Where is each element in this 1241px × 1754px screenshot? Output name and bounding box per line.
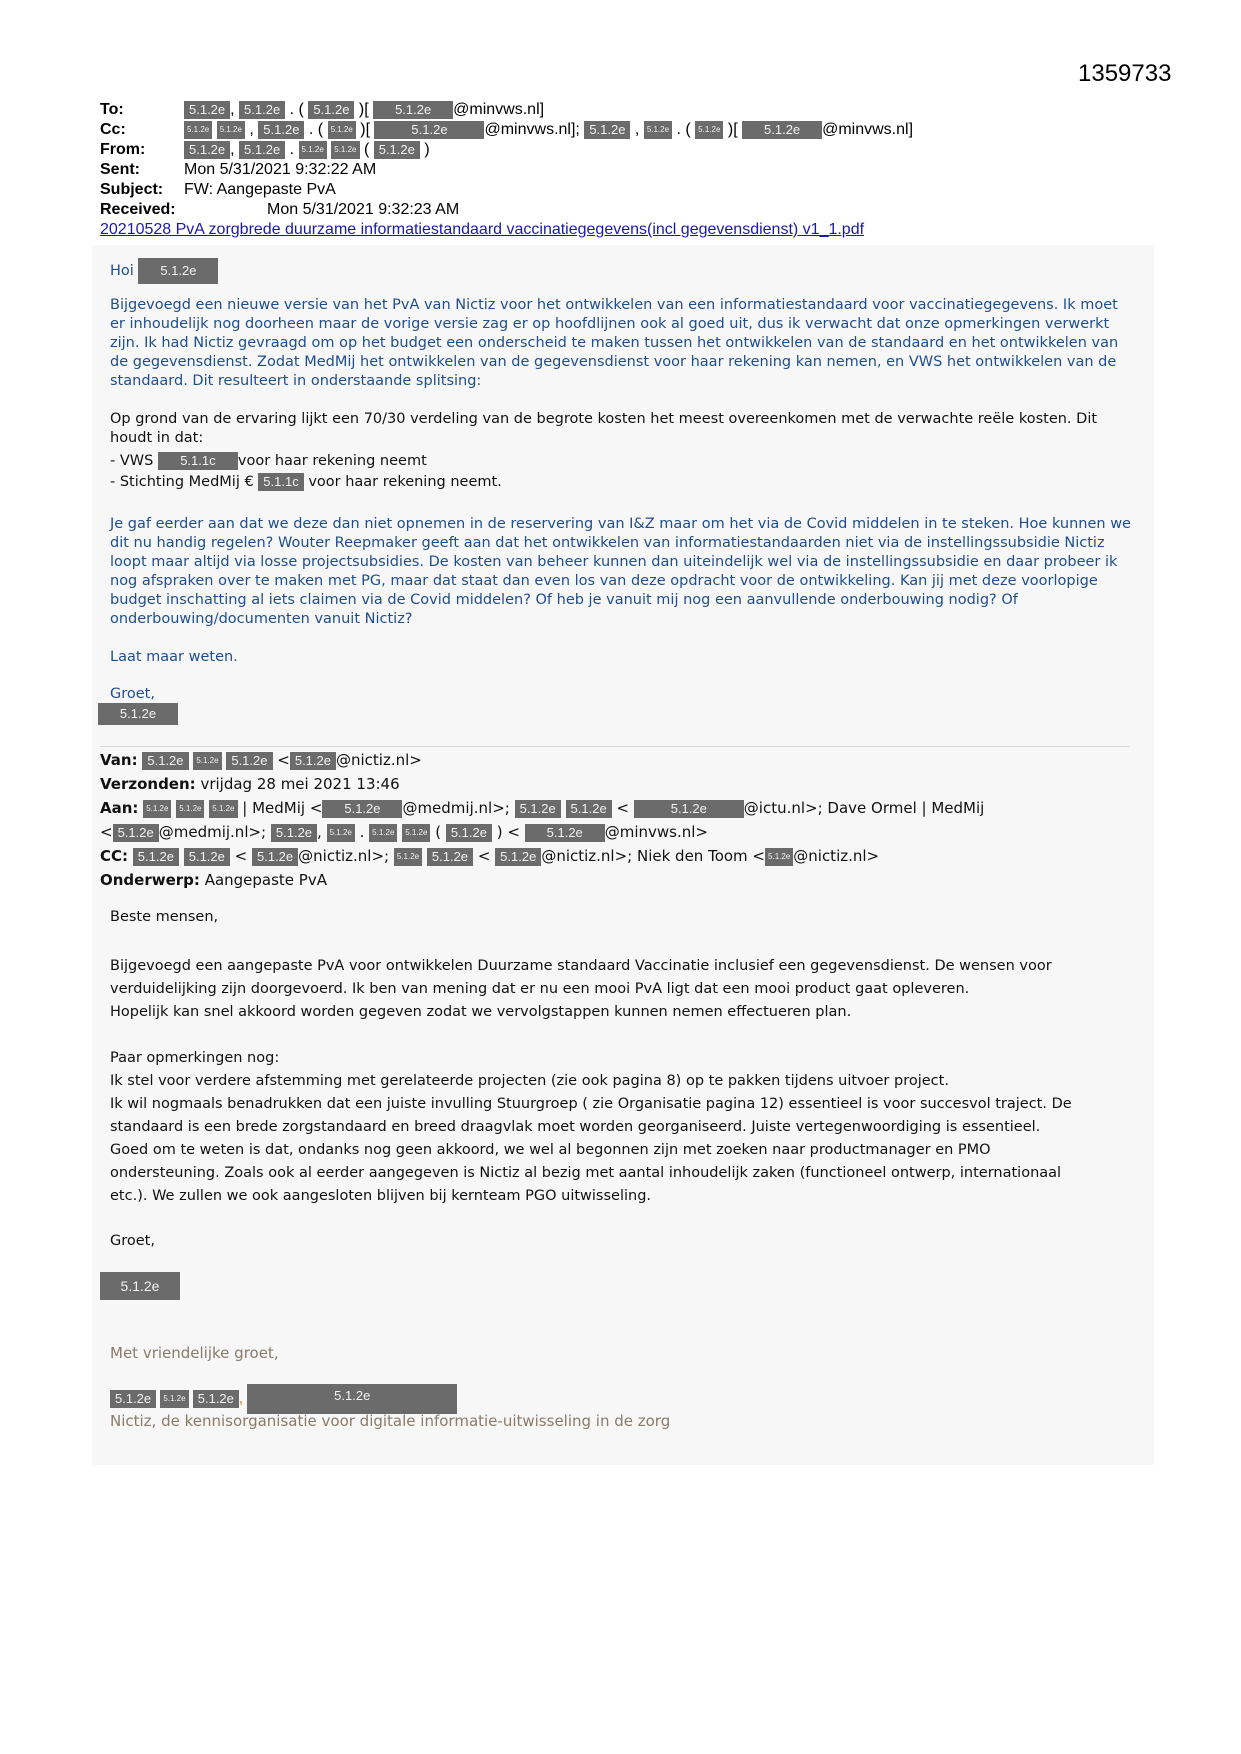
redaction: 5.1.2e	[176, 800, 204, 818]
aan-line2-open: <	[100, 823, 113, 841]
cc-label: Cc:	[100, 121, 126, 138]
line: standaard is een brede zorgstandaard en breed draagvlak moet worden georganiseerd. Juiste vertegenwoordiging is essentieel.	[110, 1119, 1041, 1135]
redaction: 5.1.2e	[634, 800, 744, 818]
organisation-line: Nictiz, de kennisorganisatie voor digitale informatie-uitwisseling in de zorg	[110, 1412, 671, 1430]
line: Bijgevoegd een aangepaste PvA voor ontwikkelen Duurzame standaard Vaccinatie inclusief een gegevensdienst. De wensen voor	[110, 958, 1052, 974]
aan-minvws: @minvws.nl>	[604, 823, 708, 841]
redaction: 5.1.2e	[695, 121, 723, 139]
second-mail-signature	[100, 1272, 1125, 1300]
to-domain: @minvws.nl]	[453, 101, 545, 118]
line: Goed om te weten is dat, ondanks nog geen akkoord, we wel al begonnen zijn met zoeken naar productmanager en PMO	[110, 1142, 991, 1158]
attachment-link[interactable]: 20210528 PvA zorgbrede duurzame informatiestandaard vaccinatiegegevens(incl gegevensdienst) v1_1.pdf	[100, 221, 865, 238]
verzonden-label: Verzonden:	[100, 775, 196, 793]
redaction: 5.1.2e	[327, 824, 355, 842]
cc-nictiz-3: @nictiz.nl>	[793, 847, 880, 865]
redaction: 5.1.2e	[113, 824, 159, 842]
redaction: 5.1.2e	[184, 101, 230, 119]
redaction: 5.1.2e	[495, 848, 541, 866]
redaction: 5.1.2e	[209, 800, 237, 818]
redaction: 5.1.2e	[110, 1390, 156, 1408]
first-mail-item-2	[110, 473, 1135, 492]
cc-row-forward: CC: 5.1.2e 5.1.2e < 5.1.2e @nictiz.nl>; 5.1.2e 5.1.2e < 5.1.2e @nictiz.nl>; Niek den Toom < 5.1.2e @nictiz.nl>	[100, 847, 880, 865]
redaction: 5.1.2e	[239, 101, 285, 119]
first-mail-para-3: Je gaf eerder aan dat we deze dan niet opnemen in de reservering van I&Z maar om het via de Covid middelen in te steken. Hoe kunnen we dit nu handig regelen? Wouter Reepmaker geeft aan dat het ontwikkelen van informatiestandaarden niet via de instellingssubsidie Nictiz loopt maar altijd via losse projectsubsidies. De kosten van beheer kunnen dan uiteindelijk wel via de instellingssubsidie en daar probeer ik nog afspraken over te maken met PG, maar dat staat dan even los van deze opdracht voor de ontwikkeling. Kan jij met deze voorlopige budget inschatting al iets claimen via de Covid middelen? Of heb je vanuit mij nog een aanvullende onderbouwing nodig? Of onderbouwing/documenten vanuit Nictiz?	[110, 516, 1131, 627]
redaction: 5.1.2e	[322, 800, 402, 818]
aan-medmij-domain: @medmij.nl>;	[402, 799, 510, 817]
first-mail-signature	[98, 703, 1123, 725]
redaction: 5.1.2e	[100, 1272, 180, 1300]
redaction: 5.1.2e	[193, 752, 221, 770]
item-1-suffix: voor haar rekening neemt	[237, 453, 427, 469]
aan-row: Aan: 5.1.2e 5.1.2e 5.1.2e | MedMij < 5.1.2e @medmij.nl>; 5.1.2e 5.1.2e < 5.1.2e @ictu.nl>; Dave Ormel | MedMij	[100, 799, 985, 817]
second-mail-para-1	[110, 955, 1135, 1024]
redaction: 5.1.2e	[226, 752, 272, 770]
redaction: 5.1.2e	[369, 824, 397, 842]
redaction: 5.1.2e	[446, 824, 492, 842]
redaction: 5.1.2e	[525, 824, 605, 842]
redaction: 5.1.2e	[515, 800, 561, 818]
redaction: 5.1.2e	[566, 800, 612, 818]
separator	[100, 746, 1130, 747]
forward-header	[100, 748, 1140, 892]
signoff: Met vriendelijke groet,	[110, 1344, 279, 1362]
van-row: Van: 5.1.2e 5.1.2e 5.1.2e < 5.1.2e @nictiz.nl>	[100, 751, 422, 769]
redaction: 5.1.2e	[328, 121, 356, 139]
redaction: 5.1.2e	[299, 141, 327, 159]
redaction: 5.1.2e	[193, 1390, 239, 1408]
aan-medmij: | MedMij <	[242, 799, 323, 817]
redaction: 5.1.2e	[160, 1390, 188, 1408]
subject-value: FW: Aangepaste PvA	[184, 181, 336, 198]
redaction: 5.1.2e	[331, 141, 359, 159]
first-mail-para-2: Op grond van de ervaring lijkt een 70/30 verdeling van de begrote kosten het meest overeenkomen met de verwachte reële kosten. Dit houdt in dat:	[110, 411, 1098, 446]
redaction: 5.1.1c	[258, 473, 303, 491]
redaction: 5.1.2e	[184, 848, 230, 866]
first-mail-para-1: Bijgevoegd een nieuwe versie van het PvA van Nictiz voor het ontwikkelen van een informatiestandaard voor vaccinatiegegevens. Ik moet er inhoudelijk nog doorheen maar de vorige versie zag er op hoofdlijnen ook al goed uit, dus ik verwacht dat onze opmerkingen verwerkt zijn. Ik had Nictiz gevraagd om op het budget een onderscheid te maken tussen het ontwikkelen van de standaard en het ontwikkelen van de gegevensdienst. Zodat MedMij het ontwikkelen van de gegevensdienst voor haar rekening kan nemen, en VWS het ontwikkelen van de standaard. Dit resulteert in onderstaande splitsing:	[110, 297, 1119, 389]
aan-label: Aan:	[100, 799, 139, 817]
redaction: 5.1.2e	[373, 101, 453, 119]
redaction: 5.1.2e	[644, 121, 672, 139]
line: ondersteuning. Zoals ook al eerder aangegeven is Nictiz al bezig met aantal inhoudelijk zaken (functioneel ontwerp, internationaal	[110, 1165, 1062, 1181]
redaction: 5.1.2e	[133, 848, 179, 866]
received-value: Mon 5/31/2021 9:32:23 AM	[267, 201, 460, 218]
to-label: To:	[100, 101, 124, 118]
verzonden-row	[100, 772, 1140, 796]
aan-medmij2: @medmij.nl>;	[158, 823, 267, 841]
aan-ictu-domain: @ictu.nl>; Dave Ormel | MedMij	[743, 799, 985, 817]
line: Hopelijk kan snel akkoord worden gegeven zodat we vervolgstappen kunnen nemen effectueren plan.	[110, 1004, 852, 1020]
aan-row-2: < 5.1.2e @medmij.nl>; 5.1.2e , 5.1.2e . 5.1.2e 5.1.2e ( 5.1.2e ) < 5.1.2e @minvws.nl>	[100, 823, 708, 841]
redaction: 5.1.2e	[427, 848, 473, 866]
line: verduidelijking zijn doorgevoerd. Ik ben van mening dat er nu een mooi PvA ligt dat een mooi product gaat opleveren.	[110, 981, 970, 997]
onderwerp-row	[100, 868, 1140, 892]
onderwerp-value: Aangepaste PvA	[204, 871, 327, 889]
redaction: 5.1.2e	[138, 258, 218, 284]
first-mail-closing: Groet,	[110, 686, 155, 702]
email-header	[100, 100, 1160, 240]
redaction: 5.1.2e	[98, 703, 178, 725]
second-mail-greeting: Beste mensen,	[110, 909, 219, 925]
redaction: 5.1.2e	[765, 848, 793, 866]
subject-row	[100, 180, 1160, 200]
comma: ,	[238, 1389, 244, 1407]
redaction: 5.1.2e	[217, 121, 245, 139]
line: Ik stel voor verdere afstemming met gerelateerde projecten (zie ook pagina 8) op te pakken tijdens uitvoer project.	[110, 1073, 949, 1089]
redaction: 5.1.2e	[374, 141, 420, 159]
from-row: From: 5.1.2e , 5.1.2e . 5.1.2e 5.1.2e ( 5.1.2e )	[100, 141, 430, 158]
cc-nictiz-1: @nictiz.nl>;	[298, 847, 390, 865]
sent-row	[100, 160, 1160, 180]
item-2-suffix: voor haar rekening neemt.	[308, 474, 502, 490]
signature-names	[110, 1384, 1135, 1414]
cc-forward-label: CC:	[100, 847, 129, 865]
onderwerp-label: Onderwerp:	[100, 871, 200, 889]
redaction: 5.1.2e	[142, 752, 188, 770]
redaction: 5.1.2e	[402, 824, 430, 842]
from-label: From:	[100, 141, 146, 158]
line: Ik wil nogmaals benadrukken dat een juiste invulling Stuurgroep ( zie Organisatie pagina 12) essentieel is voor succesvol traject. De	[110, 1096, 1072, 1112]
first-mail-greeting-row	[110, 258, 1135, 284]
second-mail-para-2	[110, 1047, 1135, 1208]
line: Paar opmerkingen nog:	[110, 1050, 280, 1066]
subject-label: Subject:	[100, 181, 164, 198]
cc-domain-1: @minvws.nl];	[484, 121, 580, 138]
van-domain: @nictiz.nl>	[336, 751, 422, 769]
redaction: 5.1.2e	[184, 121, 212, 139]
second-mail-closing: Groet,	[110, 1233, 155, 1249]
redaction: 5.1.2e	[247, 1384, 457, 1414]
redaction: 5.1.2e	[271, 824, 317, 842]
line: etc.). We zullen we ook aangesloten blijven bij kernteam PGO uitwisseling.	[110, 1188, 652, 1204]
cc-nictiz-2: @nictiz.nl>; Niek den Toom <	[541, 847, 766, 865]
cc-row: Cc: 5.1.2e 5.1.2e , 5.1.2e . ( 5.1.2e )[ 5.1.2e @minvws.nl]; 5.1.2e , 5.1.2e . ( 5.1.2e )[ 5.1.2e @minvws.nl]	[100, 121, 914, 138]
redaction: 5.1.2e	[742, 121, 822, 139]
redaction: 5.1.2e	[394, 848, 422, 866]
received-row	[100, 200, 1160, 220]
document-id: 1359733	[1078, 60, 1172, 87]
redaction: 5.1.2e	[184, 141, 230, 159]
redaction: 5.1.2e	[290, 752, 336, 770]
item-2-prefix: - Stichting MedMij €	[110, 474, 254, 490]
redaction: 5.1.1c	[158, 452, 238, 470]
first-mail-item-1	[110, 452, 1135, 471]
to-row: To: 5.1.2e , 5.1.2e . ( 5.1.2e )[ 5.1.2e @minvws.nl]	[100, 101, 545, 118]
sent-label: Sent:	[100, 161, 140, 178]
redaction: 5.1.2e	[258, 121, 304, 139]
sent-value: Mon 5/31/2021 9:32:22 AM	[184, 161, 377, 178]
redaction: 5.1.2e	[584, 121, 630, 139]
redaction: 5.1.2e	[252, 848, 298, 866]
redaction: 5.1.2e	[308, 101, 354, 119]
van-label: Van:	[100, 751, 138, 769]
redaction: 5.1.2e	[239, 141, 285, 159]
first-mail-para-4: Laat maar weten.	[110, 649, 238, 665]
redaction: 5.1.2e	[143, 800, 171, 818]
received-label: Received:	[100, 201, 176, 218]
item-1-prefix: - VWS	[110, 453, 154, 469]
cc-domain-2: @minvws.nl]	[822, 121, 914, 138]
redaction: 5.1.2e	[374, 121, 484, 139]
first-mail-greeting: Hoi	[110, 263, 134, 279]
verzonden-value: vrijdag 28 mei 2021 13:46	[200, 775, 400, 793]
attachment-row	[100, 220, 1160, 240]
